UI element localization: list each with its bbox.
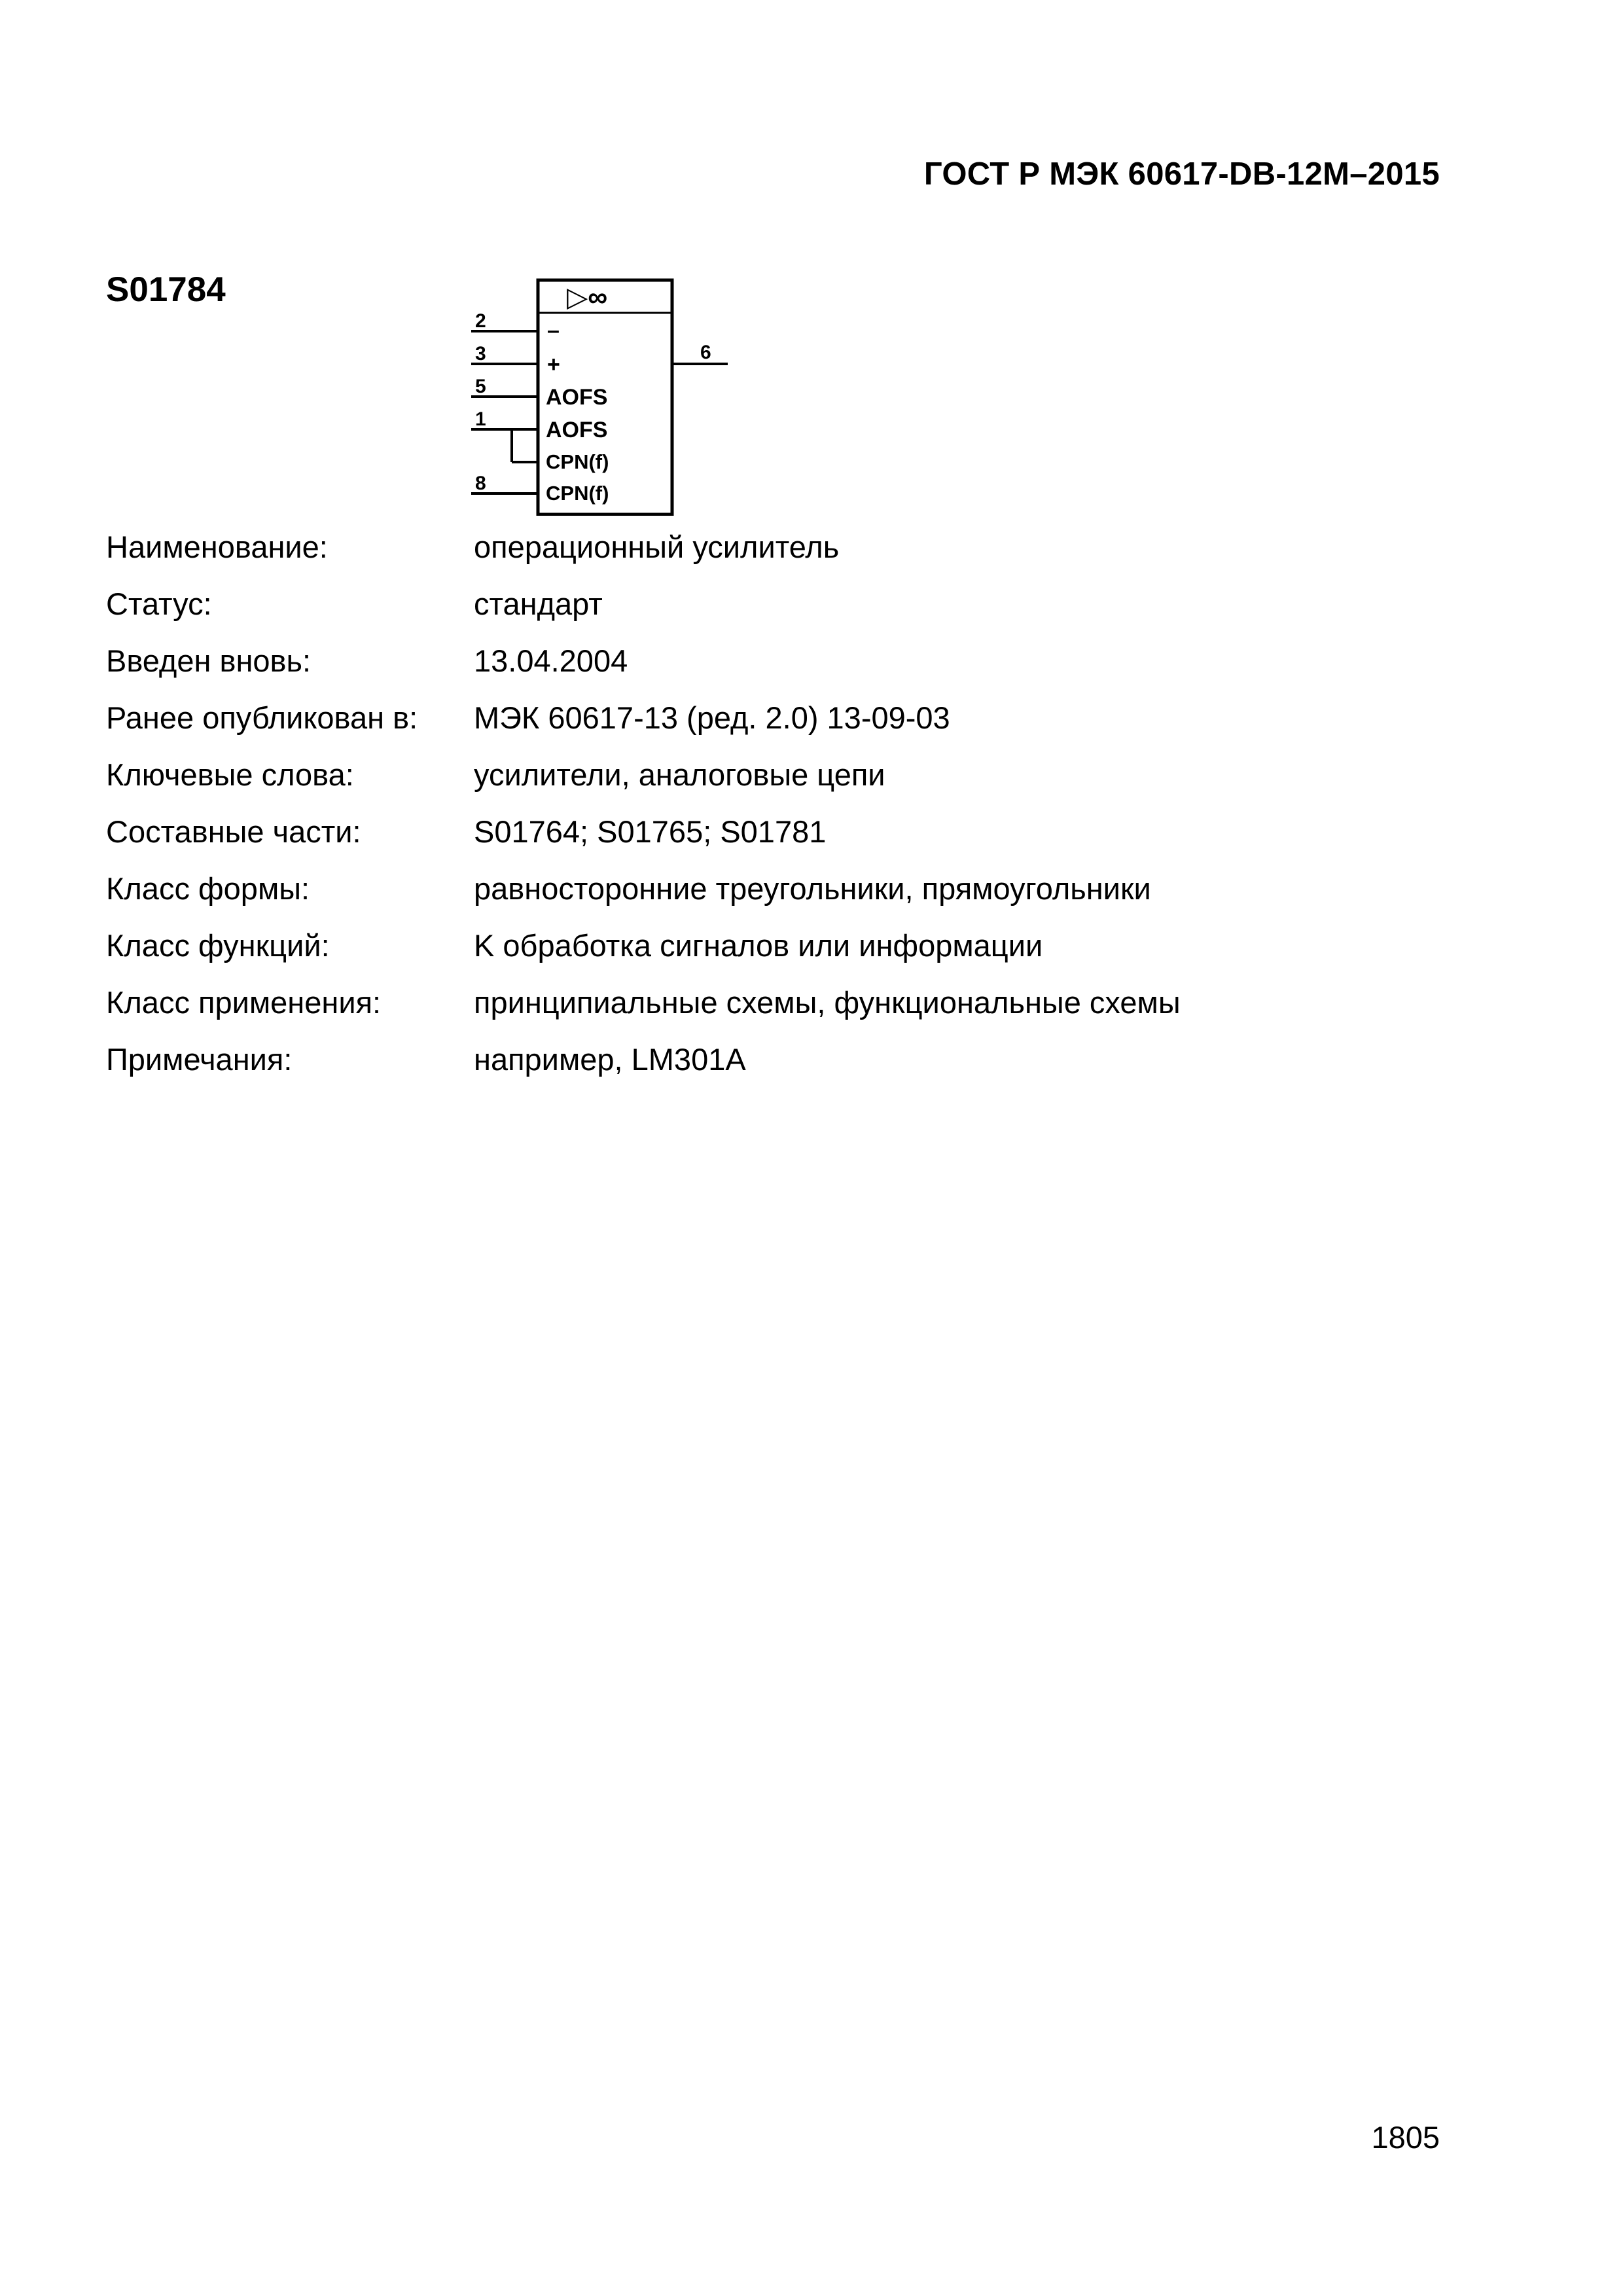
property-label: Ключевые слова: (106, 757, 354, 792)
pin-number-aofs-2: 1 (475, 408, 486, 430)
property-value: S01764; S01765; S01781 (474, 814, 827, 849)
property-value: принципиальные схемы, функциональные схемы (474, 985, 1181, 1020)
pin-label-cpn-2: CPN(f) (546, 482, 609, 505)
page-number: 1805 (1371, 2120, 1440, 2155)
property-label: Класс применения: (106, 985, 382, 1020)
property-value: равносторонние треугольники, прямоугольники (474, 871, 1151, 906)
pin-label-cpn-1: CPN(f) (546, 450, 609, 473)
pin-number-in-minus: 2 (475, 310, 486, 332)
property-value: стандарт (474, 586, 603, 621)
pin-label-in-minus: – (547, 318, 560, 343)
property-value: операционный усилитель (474, 529, 840, 564)
property-label: Составные части: (106, 814, 361, 849)
property-row-application-class (106, 974, 1181, 1031)
property-label: Статус: (106, 586, 212, 621)
property-label: Наименование: (106, 529, 328, 564)
document-standard-header: ГОСТ Р МЭК 60617-DB-12M–2015 (923, 156, 1440, 192)
property-label: Примечания: (106, 1042, 293, 1077)
property-value: 13.04.2004 (474, 643, 628, 678)
op-amp-symbol-figure (471, 274, 733, 516)
property-row-shape-class (106, 860, 1181, 917)
pin-number-in-plus: 3 (475, 343, 486, 365)
property-label: Введен вновь: (106, 643, 312, 678)
property-value: например, LM301A (474, 1042, 746, 1077)
pin-number-aofs-1: 5 (475, 376, 486, 397)
property-label: Ранее опубликован в: (106, 700, 418, 735)
property-row-keywords (106, 746, 1181, 803)
amplifier-qualifier: ▷∞ (567, 281, 608, 312)
property-row-components (106, 803, 1181, 860)
symbol-properties-list (106, 518, 1181, 1088)
pin-number-cpn-2: 8 (475, 473, 486, 494)
pin-number-output: 6 (700, 342, 711, 363)
property-value: МЭК 60617-13 (ред. 2.0) 13-09-03 (474, 700, 950, 735)
symbol-code: S01784 (106, 270, 226, 309)
property-row-status (106, 575, 1181, 632)
property-value: K обработка сигналов или информации (474, 928, 1043, 963)
pin-label-aofs-2: AOFS (546, 418, 608, 442)
pin-label-aofs-1: AOFS (546, 385, 608, 410)
property-row-notes (106, 1031, 1181, 1088)
property-row-introduced (106, 632, 1181, 689)
property-label: Класс формы: (106, 871, 310, 906)
property-row-function-class (106, 917, 1181, 974)
property-row-previously-published (106, 689, 1181, 746)
pin-label-in-plus: + (547, 352, 560, 377)
op-amp-symbol-svg (471, 274, 733, 516)
property-row-name (106, 518, 1181, 575)
property-value: усилители, аналоговые цепи (474, 757, 885, 792)
property-label: Класс функций: (106, 928, 330, 963)
